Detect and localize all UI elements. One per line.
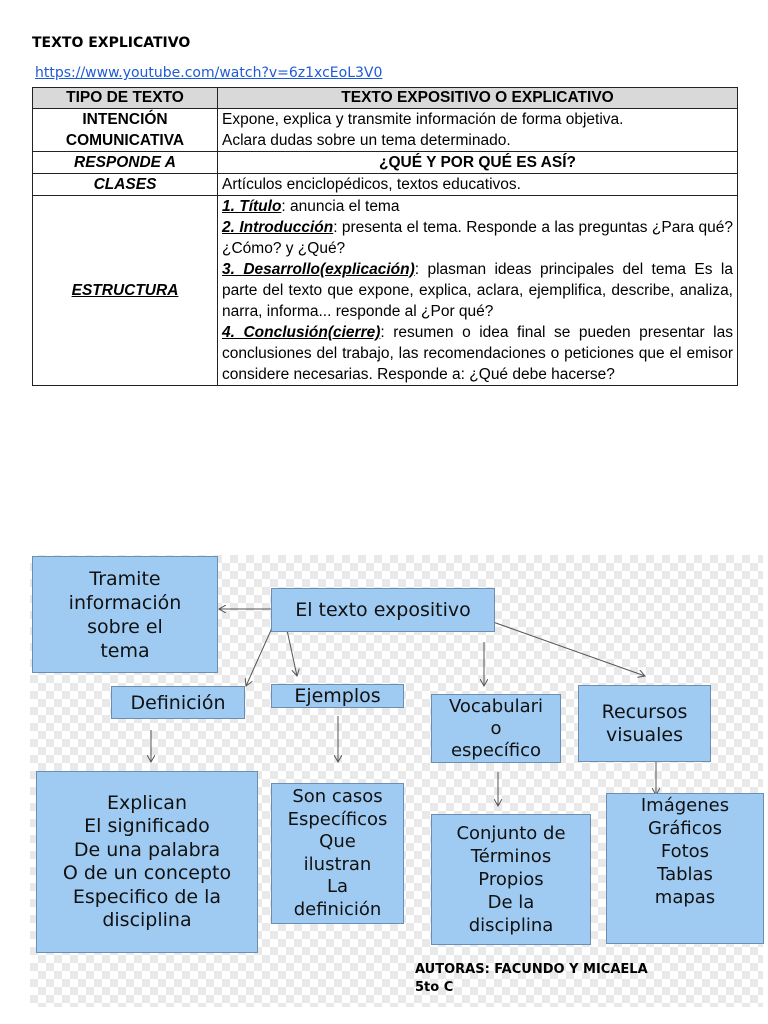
box-definicion: Definición <box>111 686 245 719</box>
label-responde: RESPONDE A <box>33 152 218 174</box>
value-intencion-line1: Expone, explica y transmite información de forma objetiva. <box>222 111 624 128</box>
desarrollo-text: : plasman ideas principales del tema Es la parte del texto que expone, explica, aclara, ejemplifica, describe, analiza, narra, informa... responde al ¿Por qué? <box>222 261 733 320</box>
document-title: TEXTO EXPLICATIVO <box>32 35 191 51</box>
label-intencion-line1: INTENCIÓN <box>82 111 168 128</box>
box-explican: Explican El significado De una palabra O de un concepto Especifico de la disciplina <box>36 771 258 953</box>
arrow-main-to-recursos <box>493 622 645 676</box>
header-tipo: TIPO DE TEXTO <box>33 88 218 109</box>
box-vocabulario: Vocabulari o específico <box>431 694 561 763</box>
label-clases: CLASES <box>33 174 218 196</box>
youtube-link[interactable]: https://www.youtube.com/watch?v=6z1xcEoL3V0 <box>35 65 383 81</box>
arrow-main-to-definicion <box>246 628 272 686</box>
box-conjunto-terminos: Conjunto de Términos Propios De la disciplina <box>431 814 591 945</box>
introduccion-text: : presenta el tema. Responde a las preguntas ¿Para qué? ¿Cómo? y ¿Qué? <box>222 219 733 257</box>
box-imagenes: Imágenes Gráficos Fotos Tablas mapas <box>606 793 764 944</box>
conclusion-text: : resumen o idea final se pueden presentar las conclusiones del trabajo, las recomendaciones o peticiones que el emisor considere necesarias. Responde a: ¿Qué debe hacerse? <box>222 324 733 383</box>
box-recursos-visuales: Recursos visuales <box>578 685 711 762</box>
box-texto-expositivo: El texto expositivo <box>271 588 495 632</box>
arrow-main-to-ejemplos <box>287 630 297 676</box>
value-responde: ¿QUÉ Y POR QUÉ ES ASÍ? <box>218 152 738 174</box>
label-intencion-line2: COMUNICATIVA <box>65 132 185 149</box>
conclusion-heading: 4. Conclusión(cierre) <box>222 324 381 341</box>
label-estructura: ESTRUCTURA <box>33 196 218 386</box>
desarrollo-heading: 3. Desarrollo(explicación) <box>222 261 415 278</box>
box-ejemplos: Ejemplos <box>271 684 404 708</box>
titulo-heading: 1. Título <box>222 198 282 215</box>
introduccion-heading: 2. Introducción <box>222 219 334 236</box>
box-son-casos: Son casos Específicos Que ilustran La definición <box>271 783 404 924</box>
authors-credit: AUTORAS: FACUNDO Y MICAELA 5to C <box>415 962 648 995</box>
value-intencion-line2: Aclara dudas sobre un tema determinado. <box>222 132 511 149</box>
value-clases: Artículos enciclopédicos, textos educativos. <box>218 174 738 196</box>
titulo-text: : anuncia el tema <box>281 198 400 215</box>
header-texto: TEXTO EXPOSITIVO O EXPLICATIVO <box>218 88 738 109</box>
box-tramite-informacion: Tramite información sobre el tema <box>32 556 218 673</box>
